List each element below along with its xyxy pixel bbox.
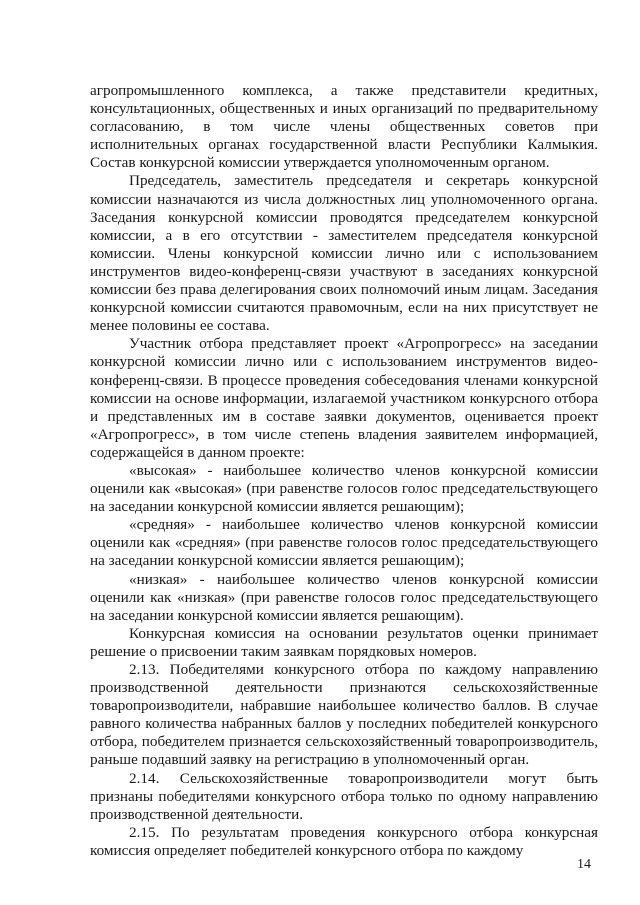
paragraph-2-14: 2.14. Сельскохозяйственные товаропроизводители могут быть признаны победителями конкурсного отбора только по одному направлению производственной деятельности. — [90, 769, 598, 823]
paragraph-rating-high: «высокая» - наибольшее количество членов конкурсной комиссии оценили как «высокая» (при равенстве голосов голос председательствующего на заседании конкурсной комиссии является решающим); — [90, 461, 598, 516]
paragraph-rating-medium: «средняя» - наибольшее количество членов конкурсной комиссии оценили как «средняя» (при равенстве голосов голос председательствующего на заседании конкурсной комиссии является решающим); — [90, 516, 598, 570]
paragraph-chairman: Председатель, заместитель председателя и секретарь конкурсной комиссии назначаются из числа должностных лиц уполномоченного органа. Заседания конкурсной комиссии проводятся председателем конкурсной комиссии, а в его отсутствии - заместителем председателя конкурсной комиссии. Члены конкурсной комиссии лично или с использованием инструментов видео-конференц-связи участвуют в заседаниях конкурсной комиссии без права делегирования своих полномочий иным лицам. Заседания конкурсной комиссии считаются правомочным, если на них присутствует не менее половины ее состава. — [90, 172, 598, 335]
paragraph-commission-composition: агропромышленного комплекса, а также представители кредитных, консультационных, общественных и иных организаций по предварительному согласованию, в том числе члены общественных советов при исполнительных органах государственной власти Республики Калмыкия. Состав конкурсной комиссии утверждается уполномоченным органом. — [90, 82, 598, 172]
paragraph-2-15: 2.15. По результатам проведения конкурсного отбора конкурсная комиссия определяет победителей конкурсного отбора по каждому — [90, 823, 598, 859]
paragraph-commission-decision: Конкурсная комиссия на основании результатов оценки принимает решение о присвоении таким заявкам порядковых номеров. — [90, 624, 598, 660]
paragraph-rating-low: «низкая» - наибольшее количество членов конкурсной комиссии оценили как «низкая» (при равенстве голосов голос председательствующего на заседании конкурсной комиссии является решающим). — [90, 570, 598, 624]
document-body — [90, 82, 598, 860]
paragraph-participant-presentation: Участник отбора представляет проект «Агропрогресс» на заседании конкурсной комиссии лично или с использованием инструментов видео-конференц-связи. В процессе проведения собеседования членами конкурсной комиссии на основе информации, излагаемой участником конкурсного отбора и представленных им в составе заявки документов, оценивается проект «Агропрогресс», в том числе степень владения заявителем информацией, содержащейся в данном проекте: — [90, 335, 598, 461]
paragraph-2-13: 2.13. Победителями конкурсного отбора по каждому направлению производственной деятельности признаются сельскохозяйственные товаропроизводители, набравшие наибольшее количество баллов. В случае равного количества набранных баллов у последних победителей конкурсного отбора, победителем признается сельскохозяйственный товаропроизводитель, раньше подавший заявку на регистрацию в уполномоченный орган. — [90, 661, 598, 769]
page-number: 14 — [577, 857, 591, 872]
